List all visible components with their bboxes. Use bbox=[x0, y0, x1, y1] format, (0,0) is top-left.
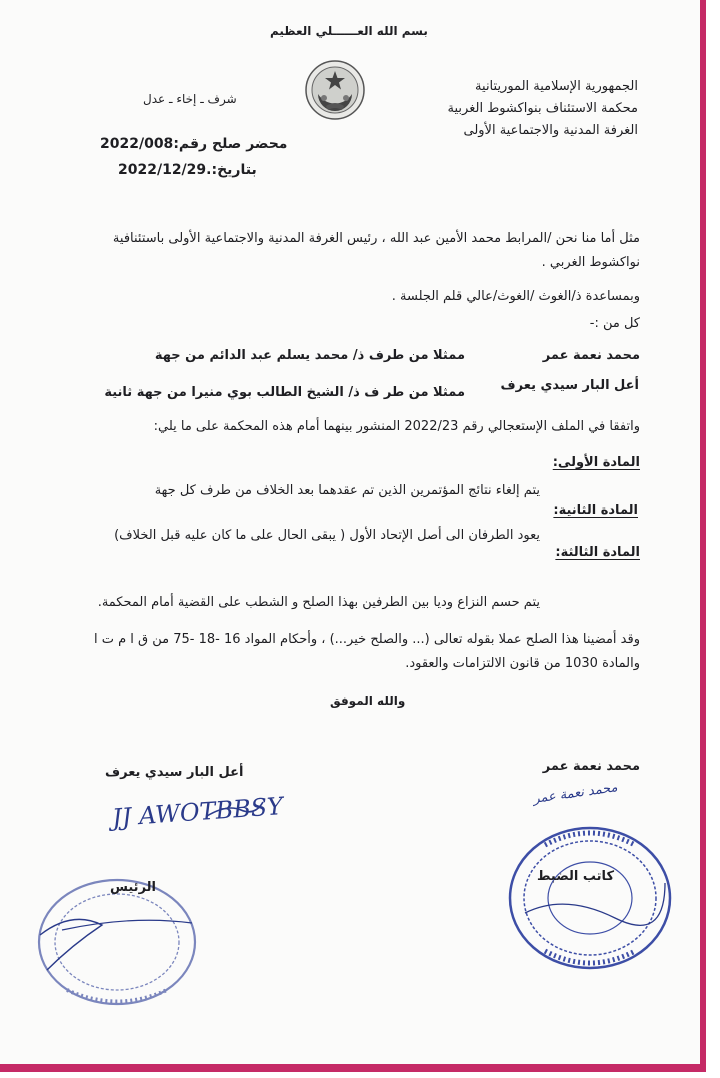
clerk-stamp bbox=[505, 823, 675, 973]
article3-text: يتم حسم النزاع وديا بين الطرفين بهذا الصلح و الشطب على القضية أمام المحكمة. bbox=[97, 595, 540, 610]
party2-name: أعل البار سيدي يعرف bbox=[500, 378, 639, 393]
party2-representative: ممثلا من طر ف ذ/ الشيخ الطالب بوي منيرا من جهة ثانية bbox=[104, 385, 465, 400]
record-date: بتاريخ:.2022/12/29 bbox=[118, 162, 257, 178]
party1-representative: ممثلا من طرف ذ/ محمد يسلم عبد الدائم من جهة bbox=[154, 348, 465, 363]
article1-text: يتم إلغاء نتائج المؤتمرين الذين تم عقدهما بعد الخلاف من طرف كل جهة bbox=[154, 483, 540, 498]
each-of-line: كل من :- bbox=[589, 316, 640, 331]
article1-title: المادة الأولى: bbox=[552, 455, 640, 470]
president-title: الرئيس bbox=[110, 880, 156, 895]
article2-text: يعود الطرفان الى أصل الإتحاد الأول ( يبقى الحال على ما كان عليه قبل الخلاف) bbox=[114, 528, 540, 543]
right-signatory-name: محمد نعمة عمر bbox=[542, 759, 640, 774]
article2-title: المادة الثانية: bbox=[553, 503, 638, 518]
intro-paragraph: مثل أما منا نحن /المرابط محمد الأمين عبد الله ، رئيس الغرفة المدنية والاجتماعية الأولى باستئنافية نواكشوط الغربي . bbox=[112, 231, 640, 270]
party1-name: محمد نعمة عمر bbox=[542, 348, 640, 363]
national-emblem bbox=[304, 58, 366, 122]
agreement-line: واتفقا في الملف الإستعجالي رقم 2022/23 المنشور بينهما أمام هذه المحكمة على ما يلي: bbox=[153, 419, 640, 434]
left-signatory-name: أعل البار سيدي يعرف bbox=[105, 765, 244, 780]
right-signatory-handwriting: محمد نعمة عمر bbox=[532, 780, 619, 807]
basmala: بسم الله العــــــلي العظيم bbox=[270, 24, 428, 38]
left-signatory-handwriting: JJ AWOTBBSY bbox=[111, 792, 284, 832]
assistance-line: وبمساعدة ذ/الغوث /الغوث/عالي قلم الجلسة . bbox=[391, 289, 640, 304]
god-willing: والله الموفق bbox=[330, 694, 406, 708]
closing-paragraph: وقد أمضينا هذا الصلح عملا بقوله تعالى (... والصلح خير...) ، وأحكام المواد 16 -18 -75 من ق ا م ت ا والمادة 1030 من قانون الالتزامات والعقود. bbox=[93, 632, 640, 671]
president-stamp bbox=[32, 875, 202, 1010]
article3-title: المادة الثالثة: bbox=[555, 545, 640, 560]
header-chamber: الغرفة المدنية والاجتماعية الأولى bbox=[463, 123, 638, 138]
clerk-title: كاتب الضبط bbox=[537, 869, 614, 884]
header-court: محكمة الاستئناف بنواكشوط الغربية bbox=[447, 101, 638, 116]
left-signature-stroke bbox=[205, 800, 265, 820]
motto: شرف ـ إخاء ـ عدل bbox=[143, 92, 237, 106]
record-number: محضر صلح رقم:2022/008 bbox=[100, 136, 288, 152]
header-country: الجمهورية الإسلامية الموريتانية bbox=[475, 79, 638, 94]
